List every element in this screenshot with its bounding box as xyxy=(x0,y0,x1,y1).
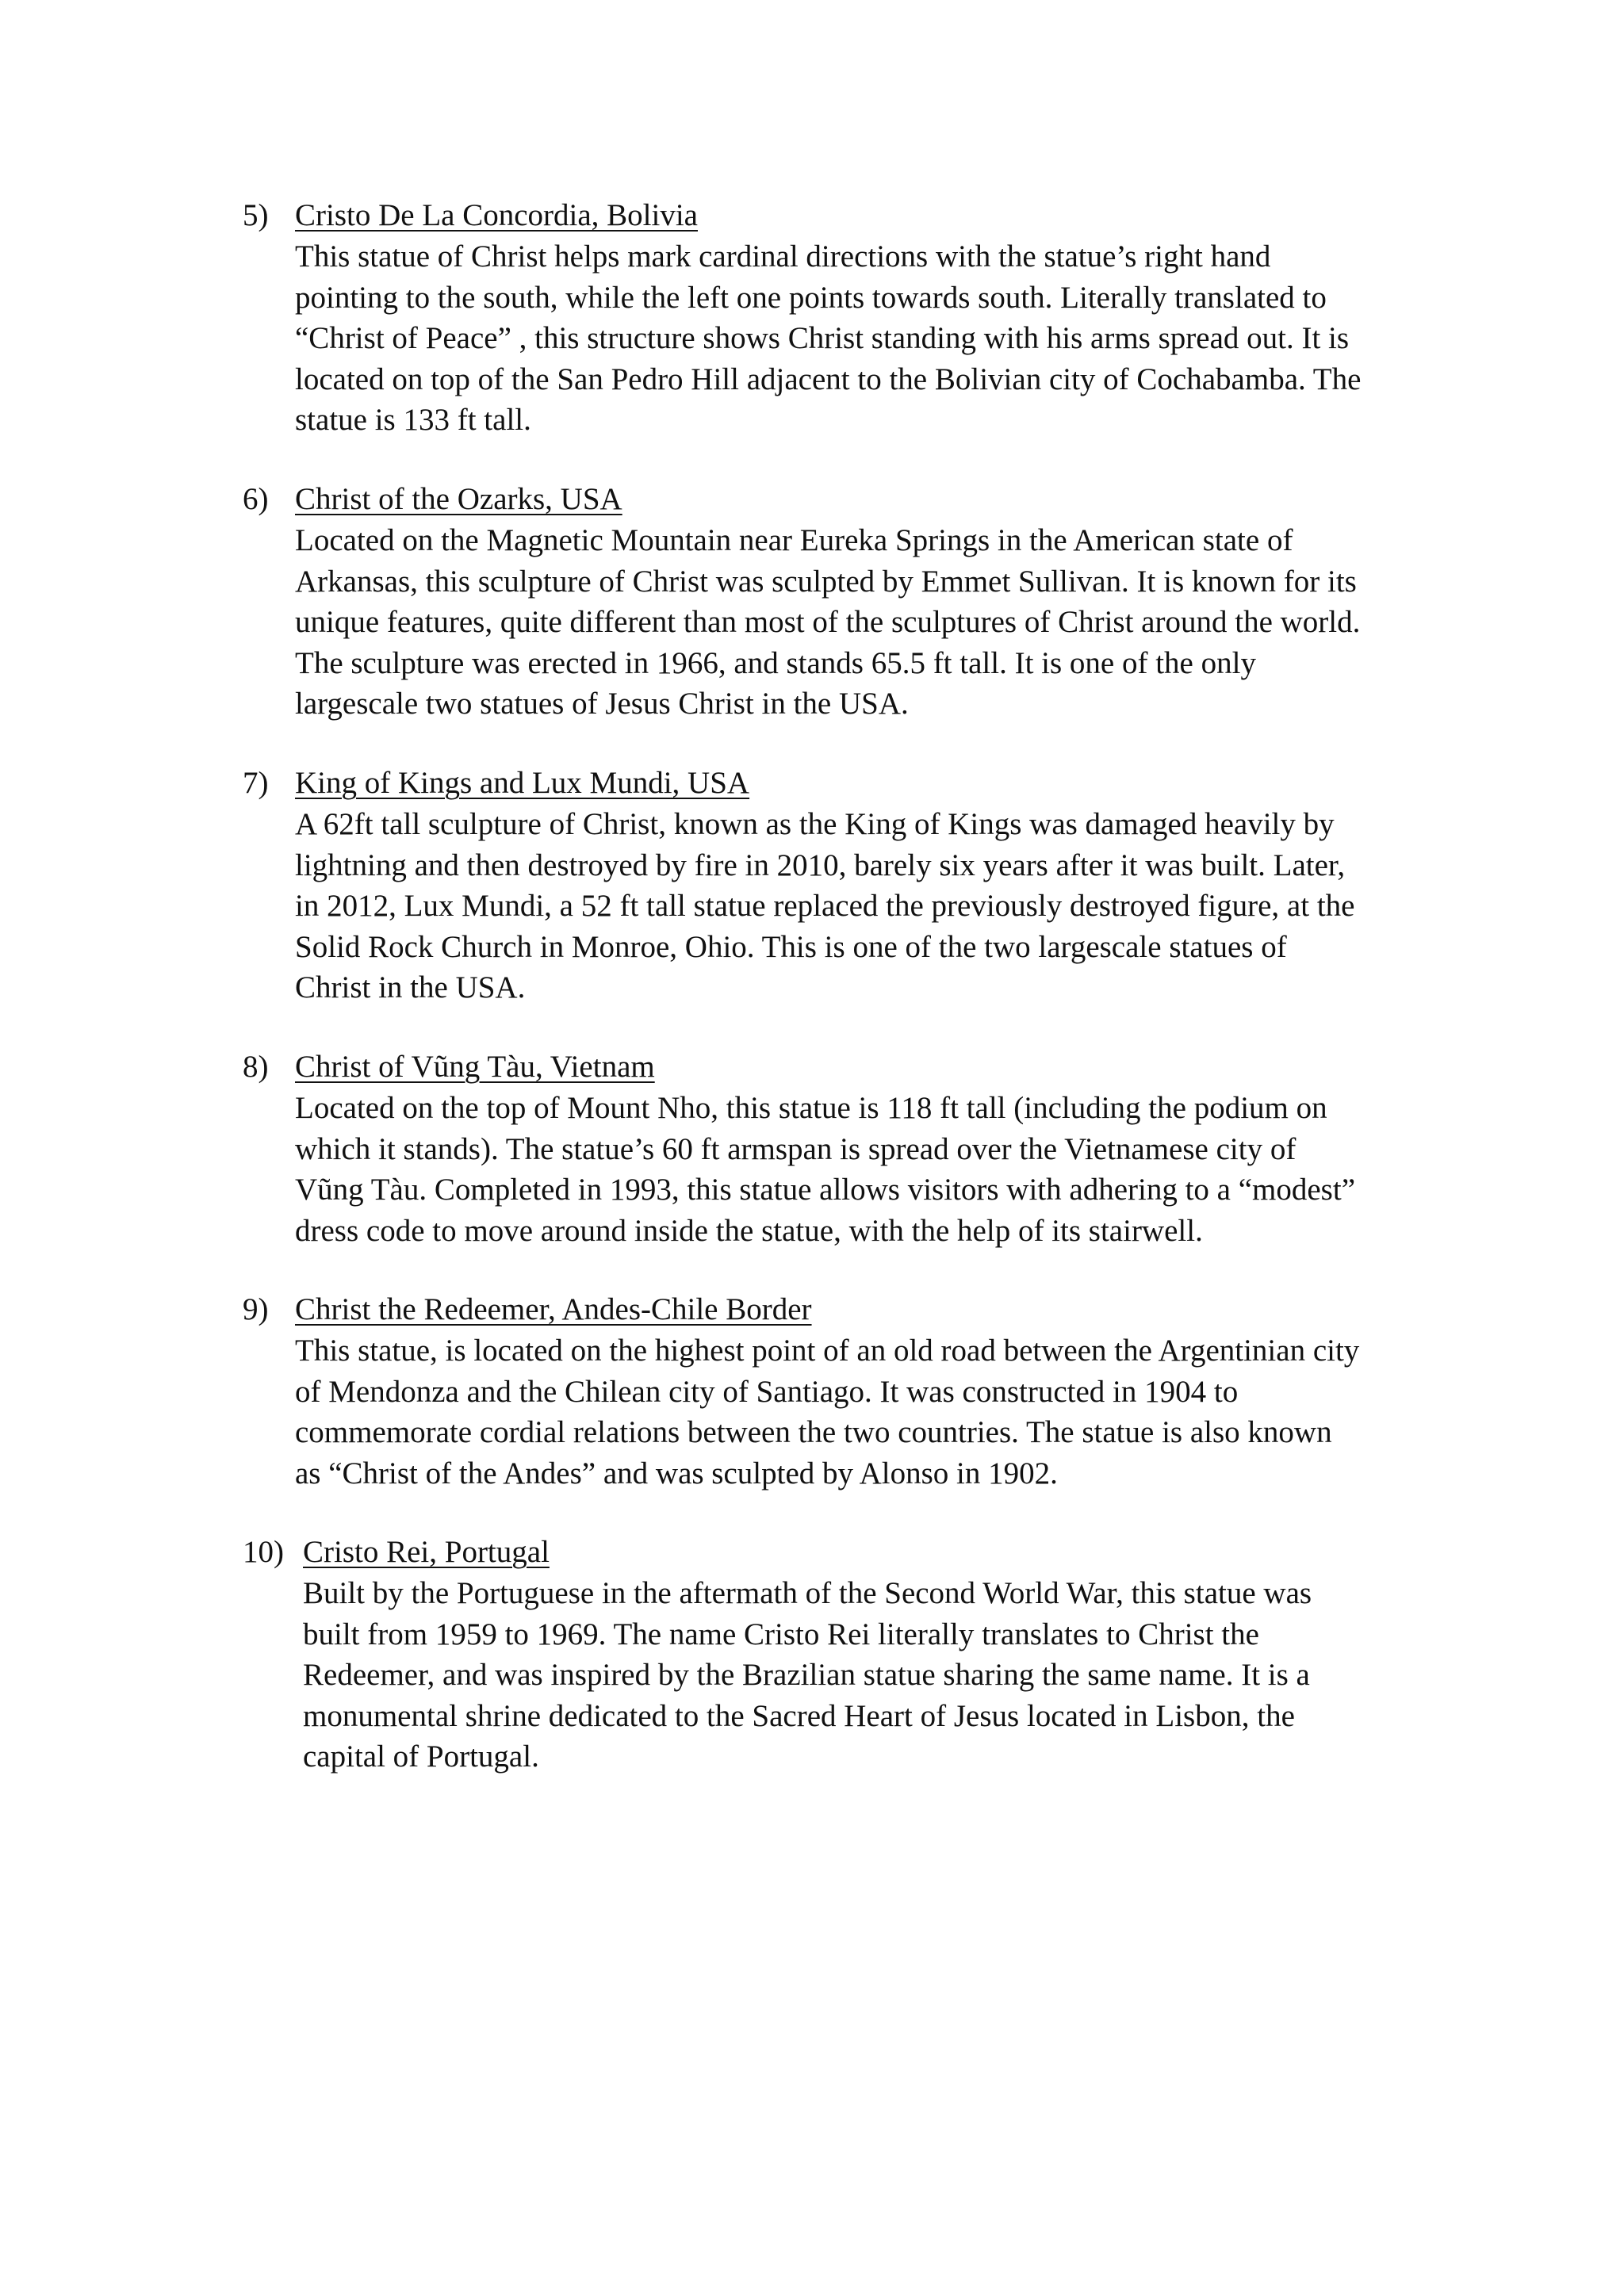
body-line: Located on the top of Mount Nho, this statue is 118 ft tall (including the podium on xyxy=(295,1091,1327,1125)
body-line: Built by the Portuguese in the aftermath of the Second World War, this statue was xyxy=(303,1576,1312,1610)
list-item xyxy=(243,1532,1432,1777)
body-line: lightning and then destroyed by fire in 2010, barely six years after it was built. Later, xyxy=(295,848,1346,882)
entry-body xyxy=(295,520,1432,725)
body-line: Christ in the USA. xyxy=(295,970,526,1004)
entry-heading xyxy=(243,1289,1432,1330)
entry-number: 9) xyxy=(243,1292,269,1326)
body-line: which it stands). The statue’s 60 ft armspan is spread over the Vietnamese city of xyxy=(295,1131,1297,1166)
entry-title: Christ of Vũng Tàu, Vietnam xyxy=(295,1050,655,1084)
entry-number: 10) xyxy=(243,1535,284,1569)
entry-body xyxy=(295,1330,1432,1494)
body-line: A 62ft tall sculpture of Christ, known as the King of Kings was damaged heavily by xyxy=(295,807,1335,841)
list-item xyxy=(243,1047,1432,1251)
entry-heading xyxy=(243,479,1432,520)
entry-body xyxy=(295,804,1432,1008)
entry-number: 5) xyxy=(243,198,269,232)
body-line: Vũng Tàu. Completed in 1993, this statue allows visitors with adhering to a “modest” xyxy=(295,1173,1356,1207)
body-line: unique features, quite different than most of the sculptures of Christ around the world. xyxy=(295,605,1361,639)
body-line: built from 1959 to 1969. The name Cristo Rei literally translates to Christ the xyxy=(303,1617,1259,1651)
body-line: commemorate cordial relations between the two countries. The statue is also known xyxy=(295,1415,1332,1449)
body-line: This statue of Christ helps mark cardinal directions with the statue’s right hand xyxy=(295,239,1271,274)
entry-heading xyxy=(243,195,1432,236)
body-line: as “Christ of the Andes” and was sculpted by Alonso in 1902. xyxy=(295,1456,1058,1490)
entry-number: 6) xyxy=(243,482,269,516)
entry-heading xyxy=(243,1532,1432,1573)
body-line: Located on the Magnetic Mountain near Eureka Springs in the American state of xyxy=(295,523,1293,557)
body-line: Solid Rock Church in Monroe, Ohio. This is one of the two largescale statues of xyxy=(295,929,1287,964)
entry-title: Cristo De La Concordia, Bolivia xyxy=(295,198,698,232)
entry-heading xyxy=(243,1047,1432,1088)
body-line: of Mendonza and the Chilean city of Santiago. It was constructed in 1904 to xyxy=(295,1374,1239,1409)
body-line: dress code to move around inside the statue, with the help of its stairwell. xyxy=(295,1213,1203,1248)
entry-number: 7) xyxy=(243,766,269,800)
list-item xyxy=(243,479,1432,725)
entry-body xyxy=(295,1088,1432,1251)
body-line: The sculpture was erected in 1966, and stands 65.5 ft tall. It is one of the only xyxy=(295,645,1256,680)
entry-title: Cristo Rei, Portugal xyxy=(303,1535,550,1569)
list-item xyxy=(243,195,1432,441)
entry-number: 8) xyxy=(243,1050,269,1084)
list-item xyxy=(243,1289,1432,1494)
body-line: “Christ of Peace” , this structure shows Christ standing with his arms spread out. It is xyxy=(295,321,1350,355)
body-line: largescale two statues of Jesus Christ in the USA. xyxy=(295,687,909,721)
body-line: Arkansas, this sculpture of Christ was sculpted by Emmet Sullivan. It is known for its xyxy=(295,564,1357,599)
entry-body xyxy=(295,236,1432,441)
entry-title: King of Kings and Lux Mundi, USA xyxy=(295,766,750,800)
entry-heading xyxy=(243,763,1432,804)
entry-title: Christ of the Ozarks, USA xyxy=(295,482,622,516)
body-line: Redeemer, and was inspired by the Brazilian statue sharing the same name. It is a xyxy=(303,1658,1310,1692)
body-line: monumental shrine dedicated to the Sacred Heart of Jesus located in Lisbon, the xyxy=(303,1698,1295,1733)
entry-body xyxy=(303,1573,1432,1777)
body-line: This statue, is located on the highest point of an old road between the Argentinian city xyxy=(295,1334,1360,1368)
body-line: pointing to the south, while the left one points towards south. Literally translated to xyxy=(295,280,1327,315)
body-line: in 2012, Lux Mundi, a 52 ft tall statue replaced the previously destroyed figure, at the xyxy=(295,889,1355,923)
body-line: located on top of the San Pedro Hill adjacent to the Bolivian city of Cochabamba. The xyxy=(295,362,1362,396)
entry-title: Christ the Redeemer, Andes-Chile Border xyxy=(295,1292,812,1326)
body-line: statue is 133 ft tall. xyxy=(295,403,531,437)
list-item xyxy=(243,763,1432,1008)
body-line: capital of Portugal. xyxy=(303,1739,539,1774)
